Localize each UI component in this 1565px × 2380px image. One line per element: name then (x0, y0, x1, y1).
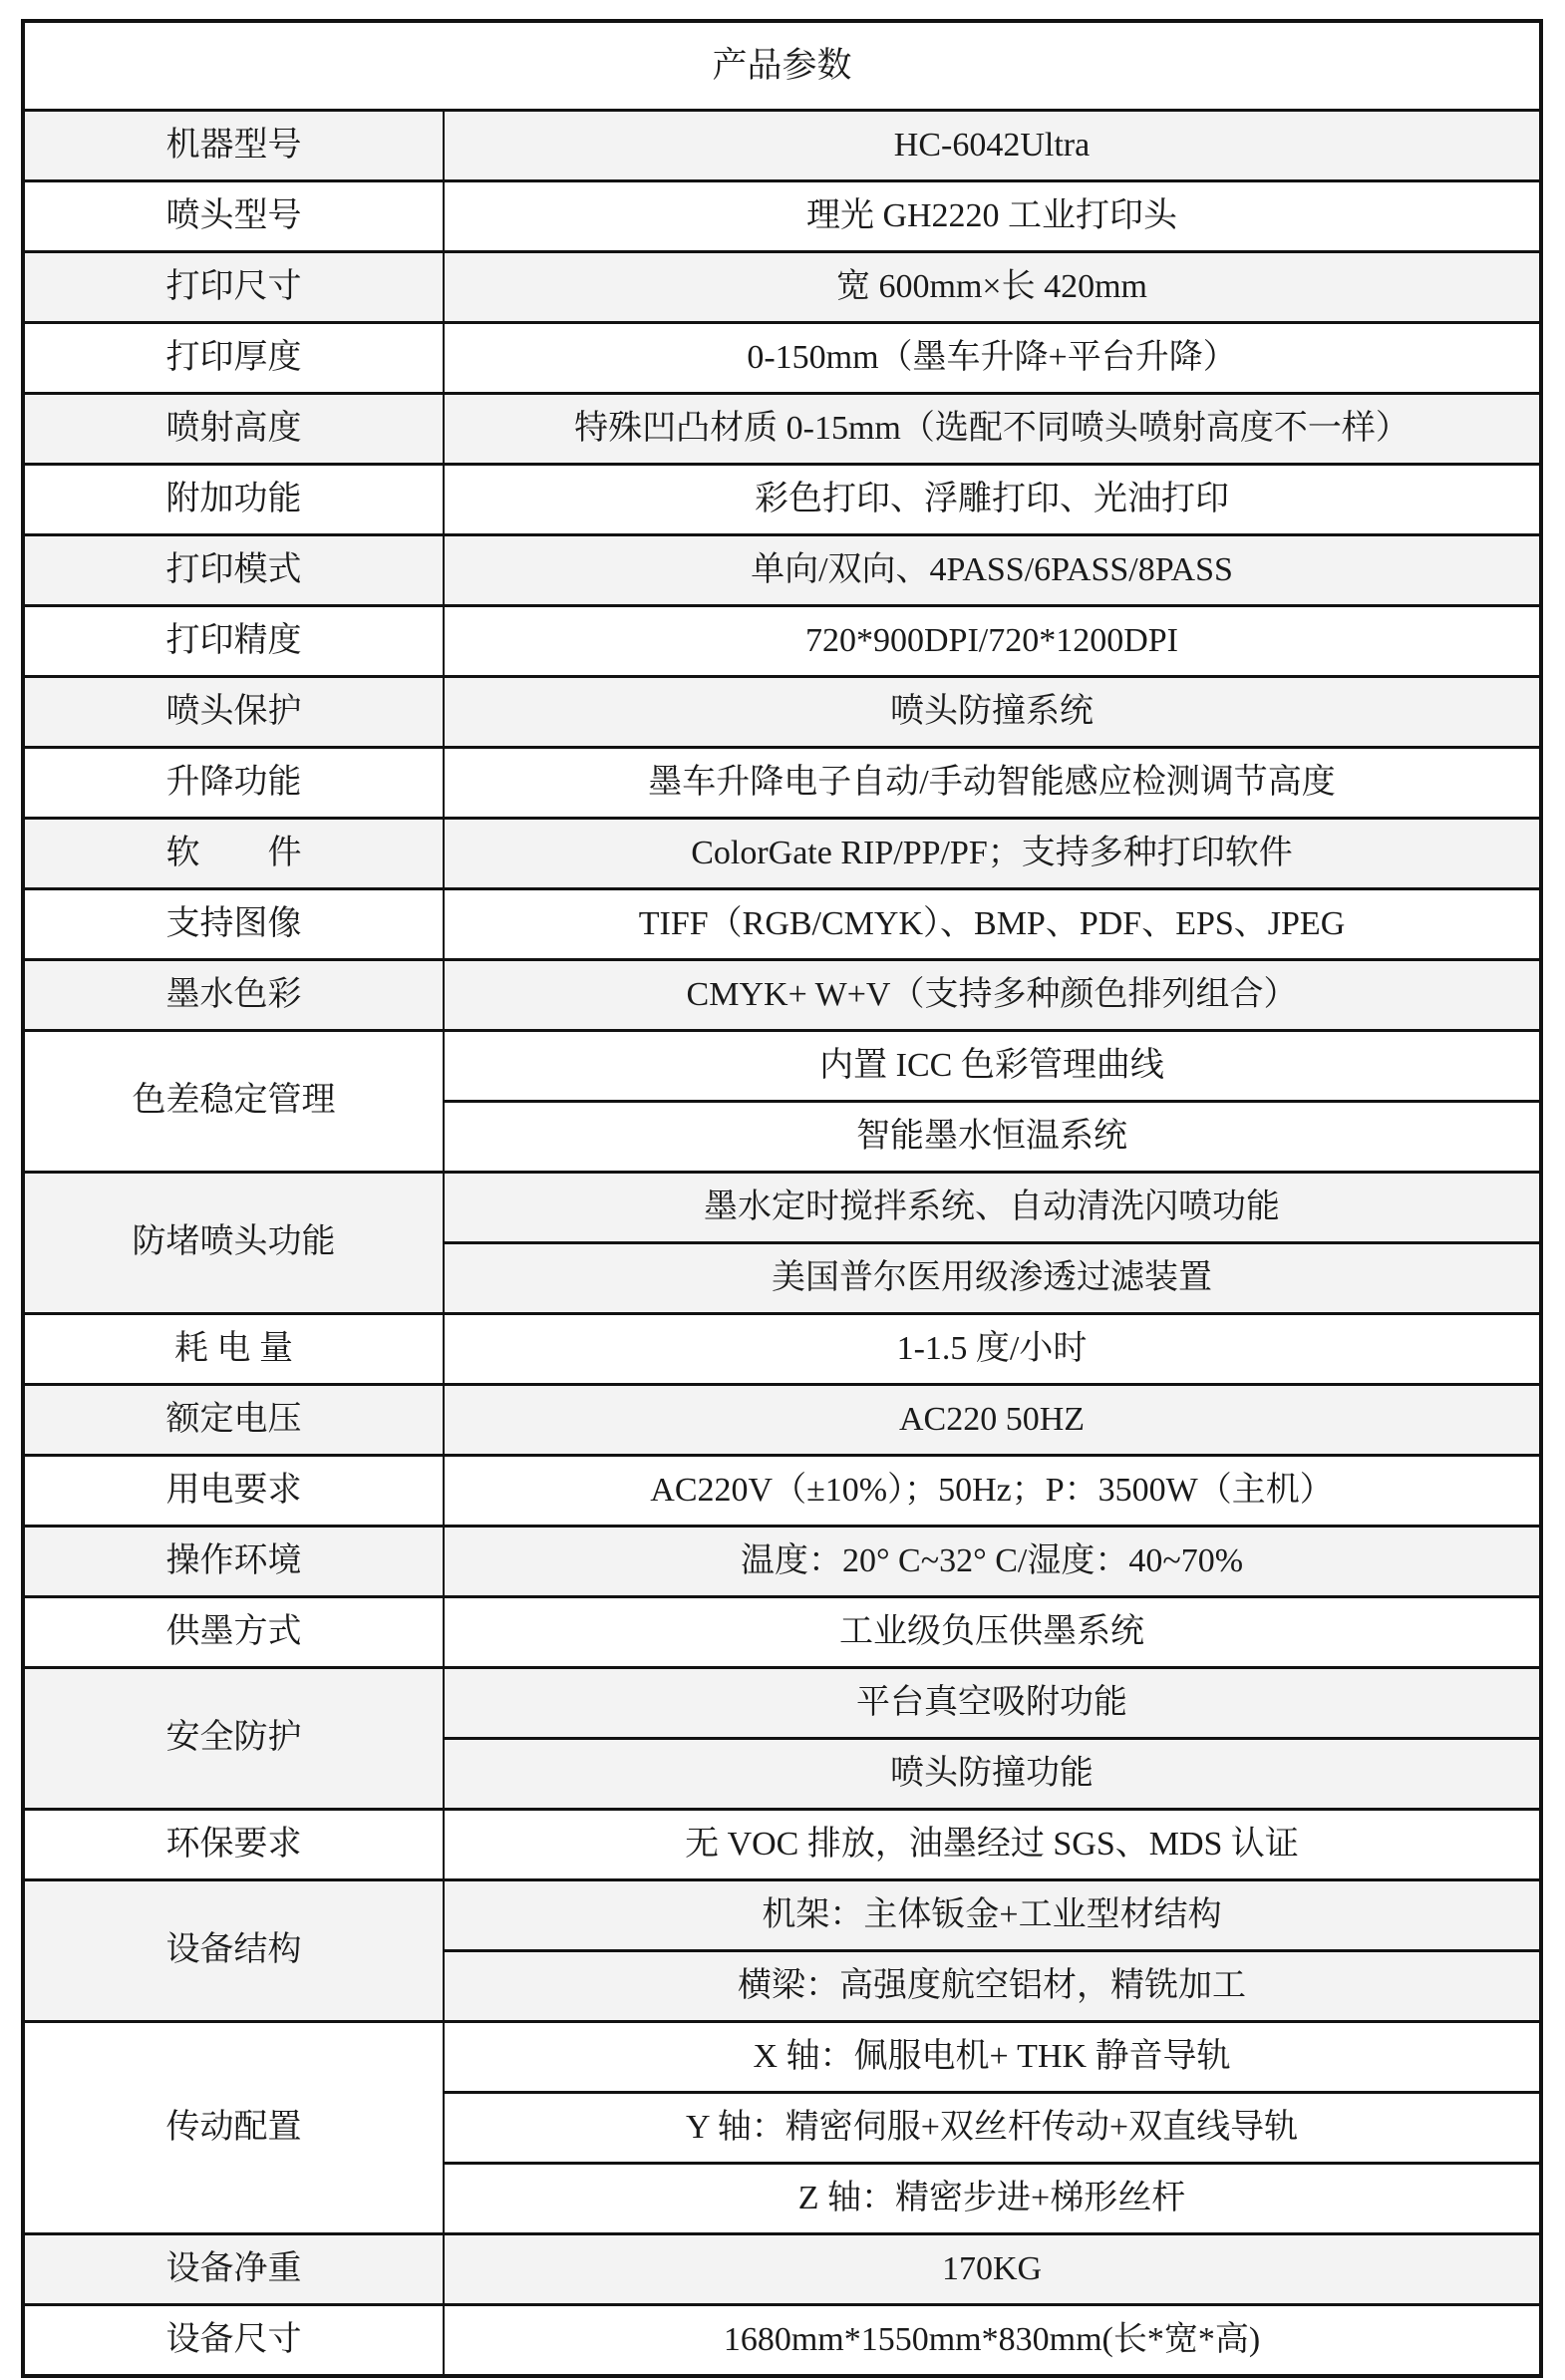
spec-value: 温度：20° C~32° C/湿度：40~70% (444, 1527, 1541, 1597)
spec-value: HC-6042Ultra (444, 111, 1541, 181)
spec-label: 安全防护 (23, 1668, 444, 1810)
spec-label: 设备结构 (23, 1880, 444, 2022)
product-spec-table (21, 19, 1543, 2378)
spec-value: 智能墨水恒温系统 (444, 1102, 1541, 1173)
spec-label: 操作环境 (23, 1527, 444, 1597)
spec-label: 附加功能 (23, 465, 444, 535)
spec-value: 宽 600mm×长 420mm (444, 252, 1541, 323)
spec-value: ColorGate RIP/PP/PF；支持多种打印软件 (444, 819, 1541, 889)
spec-label: 支持图像 (23, 889, 444, 960)
table-row (23, 1031, 1541, 1102)
table-row (23, 748, 1541, 819)
spec-value: CMYK+ W+V（支持多种颜色排列组合） (444, 960, 1541, 1031)
spec-label: 供墨方式 (23, 1597, 444, 1668)
spec-value: TIFF（RGB/CMYK）、BMP、PDF、EPS、JPEG (444, 889, 1541, 960)
spec-value: Z 轴：精密步进+梯形丝杆 (444, 2164, 1541, 2234)
table-row (23, 2234, 1541, 2305)
table-row (23, 1173, 1541, 1243)
table-row (23, 252, 1541, 323)
spec-label: 色差稳定管理 (23, 1031, 444, 1173)
table-row (23, 1668, 1541, 1739)
spec-label: 机器型号 (23, 111, 444, 181)
spec-label: 打印模式 (23, 535, 444, 606)
spec-value: 0-150mm（墨车升降+平台升降） (444, 323, 1541, 394)
table-row (23, 111, 1541, 181)
spec-label: 软 件 (23, 819, 444, 889)
table-row (23, 535, 1541, 606)
spec-value: 理光 GH2220 工业打印头 (444, 181, 1541, 252)
spec-label: 用电要求 (23, 1456, 444, 1527)
table-row (23, 181, 1541, 252)
spec-value: 喷头防撞系统 (444, 677, 1541, 748)
spec-label: 额定电压 (23, 1385, 444, 1456)
spec-label: 防堵喷头功能 (23, 1173, 444, 1314)
spec-label: 耗 电 量 (23, 1314, 444, 1385)
spec-label: 环保要求 (23, 1810, 444, 1880)
spec-value: 平台真空吸附功能 (444, 1668, 1541, 1739)
spec-value: 单向/双向、4PASS/6PASS/8PASS (444, 535, 1541, 606)
table-row (23, 1880, 1541, 1951)
spec-value: 1680mm*1550mm*830mm(长*宽*高) (444, 2305, 1541, 2377)
table-row (23, 1456, 1541, 1527)
spec-value: 横梁：高强度航空铝材，精铣加工 (444, 1951, 1541, 2022)
spec-label: 传动配置 (23, 2022, 444, 2234)
table-row (23, 819, 1541, 889)
spec-value: AC220 50HZ (444, 1385, 1541, 1456)
table-row (23, 1597, 1541, 1668)
table-row (23, 889, 1541, 960)
table-header-row (23, 21, 1541, 111)
spec-value: AC220V（±10%）；50Hz；P：3500W（主机） (444, 1456, 1541, 1527)
table-row (23, 1527, 1541, 1597)
spec-label: 设备尺寸 (23, 2305, 444, 2377)
spec-value: 彩色打印、浮雕打印、光油打印 (444, 465, 1541, 535)
table-row (23, 394, 1541, 465)
table-row (23, 960, 1541, 1031)
spec-label: 打印尺寸 (23, 252, 444, 323)
table-row (23, 1810, 1541, 1880)
table-row (23, 677, 1541, 748)
table-row (23, 1314, 1541, 1385)
spec-value: 机架：主体钣金+工业型材结构 (444, 1880, 1541, 1951)
spec-label: 升降功能 (23, 748, 444, 819)
spec-value: 美国普尔医用级渗透过滤装置 (444, 1243, 1541, 1314)
spec-value: 工业级负压供墨系统 (444, 1597, 1541, 1668)
spec-value: 1-1.5 度/小时 (444, 1314, 1541, 1385)
spec-value: 墨车升降电子自动/手动智能感应检测调节高度 (444, 748, 1541, 819)
spec-label: 喷射高度 (23, 394, 444, 465)
spec-value: X 轴：佩服电机+ THK 静音导轨 (444, 2022, 1541, 2093)
spec-value: Y 轴：精密伺服+双丝杆传动+双直线导轨 (444, 2093, 1541, 2164)
table-row (23, 606, 1541, 677)
table-row (23, 1385, 1541, 1456)
spec-table-body (23, 21, 1541, 2376)
spec-value: 720*900DPI/720*1200DPI (444, 606, 1541, 677)
spec-value: 无 VOC 排放，油墨经过 SGS、MDS 认证 (444, 1810, 1541, 1880)
spec-label: 设备净重 (23, 2234, 444, 2305)
spec-label: 喷头保护 (23, 677, 444, 748)
table-row (23, 465, 1541, 535)
spec-label: 打印厚度 (23, 323, 444, 394)
table-row (23, 323, 1541, 394)
spec-value: 墨水定时搅拌系统、自动清洗闪喷功能 (444, 1173, 1541, 1243)
table-row (23, 2022, 1541, 2093)
spec-label: 喷头型号 (23, 181, 444, 252)
spec-label: 打印精度 (23, 606, 444, 677)
spec-value: 内置 ICC 色彩管理曲线 (444, 1031, 1541, 1102)
table-title: 产品参数 (23, 21, 1541, 111)
spec-label: 墨水色彩 (23, 960, 444, 1031)
spec-value: 喷头防撞功能 (444, 1739, 1541, 1810)
spec-value: 特殊凹凸材质 0-15mm（选配不同喷头喷射高度不一样） (444, 394, 1541, 465)
table-row (23, 2305, 1541, 2377)
spec-value: 170KG (444, 2234, 1541, 2305)
